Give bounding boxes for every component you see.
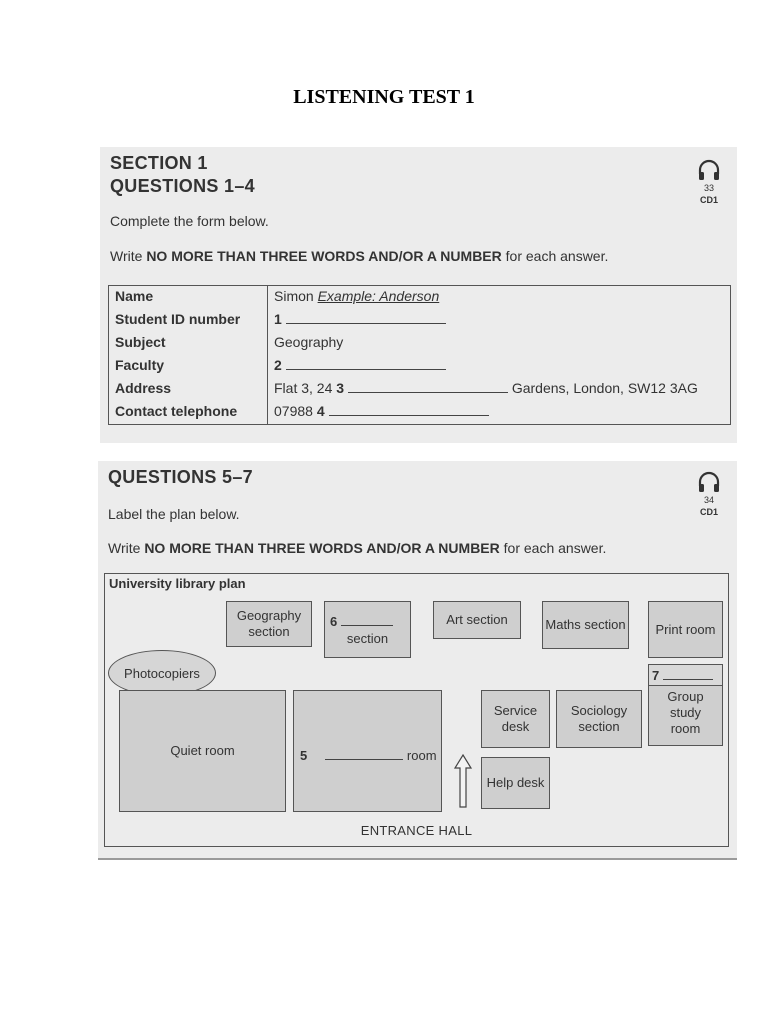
question-number-6: 6 — [330, 614, 338, 629]
rule-prefix: Write — [108, 540, 145, 556]
telephone-label: Contact telephone — [115, 403, 238, 419]
address-answer[interactable] — [274, 380, 698, 396]
address-prefix: Flat 3, 24 — [274, 380, 337, 396]
form-row-faculty — [109, 355, 730, 378]
form-row-address — [109, 378, 730, 401]
audio-track-34[interactable] — [697, 471, 721, 518]
form-row-subject — [109, 332, 730, 355]
form-row-student-id — [109, 309, 730, 332]
rule-suffix: for each answer. — [501, 248, 609, 264]
answer-blank-2[interactable] — [286, 357, 446, 370]
student-id-label: Student ID number — [115, 311, 241, 327]
audio-track-33[interactable] — [697, 159, 721, 206]
registration-form — [108, 285, 731, 425]
section-1-rule — [110, 248, 608, 264]
answer-blank-1[interactable] — [286, 311, 446, 324]
answer-blank-6[interactable] — [341, 613, 393, 626]
section-q6-suffix: section — [346, 631, 389, 646]
section-2-panel — [98, 461, 737, 860]
room-q5 — [293, 690, 442, 812]
section-2-instruction: Label the plan below. — [108, 506, 240, 522]
entrance-hall: ENTRANCE HALL — [360, 823, 473, 838]
question-number-7: 7 — [652, 668, 660, 683]
print-room: Print room — [648, 601, 723, 658]
room-q5-suffix: room — [406, 748, 437, 763]
question-number-1: 1 — [274, 311, 282, 327]
answer-blank-5[interactable] — [325, 747, 403, 760]
question-number-3: 3 — [336, 380, 345, 396]
section-q6 — [324, 601, 411, 658]
cd-label: CD1 — [699, 507, 718, 517]
section-1-subheading: QUESTIONS 1–4 — [110, 176, 255, 196]
subject-label: Subject — [115, 334, 166, 350]
rule-bold: NO MORE THAN THREE WORDS AND/OR A NUMBER — [144, 540, 500, 556]
question-number-4: 4 — [316, 403, 325, 419]
headphones-icon — [697, 471, 721, 493]
page-title: LISTENING TEST 1 — [293, 86, 475, 108]
answer-blank-4[interactable] — [329, 403, 489, 416]
service-desk: Service desk — [481, 690, 550, 748]
name-label: Name — [115, 288, 154, 304]
quiet-room: Quiet room — [119, 690, 286, 812]
form-row-telephone — [109, 401, 730, 424]
track-number: 33 — [703, 183, 714, 193]
track-number: 34 — [703, 495, 714, 505]
art-section: Art section — [433, 601, 521, 639]
answer-blank-7[interactable] — [663, 667, 713, 680]
headphones-icon — [697, 159, 721, 181]
faculty-label: Faculty — [115, 357, 165, 373]
name-value — [274, 288, 439, 304]
section-2-heading: QUESTIONS 5–7 — [108, 467, 253, 487]
question-number-5: 5 — [300, 748, 308, 763]
help-desk: Help desk — [481, 757, 550, 809]
section-1-instruction: Complete the form below. — [110, 213, 269, 229]
section-1-heading: SECTION 1 — [110, 153, 208, 173]
maths-section: Maths section — [542, 601, 629, 649]
address-label: Address — [115, 380, 172, 396]
group-study-room — [648, 664, 723, 746]
section-1-panel — [100, 147, 737, 443]
name-text: Simon — [274, 288, 318, 304]
photocopiers: Photocopiers — [108, 650, 216, 696]
section-2-rule — [108, 540, 606, 556]
telephone-answer[interactable] — [274, 403, 489, 419]
student-id-answer[interactable] — [274, 311, 446, 327]
form-row-name — [109, 286, 730, 309]
plan-title: University library plan — [109, 576, 246, 591]
rule-bold: NO MORE THAN THREE WORDS AND/OR A NUMBER — [146, 248, 502, 264]
rule-prefix: Write — [110, 248, 147, 264]
subject-value: Geography — [274, 334, 344, 350]
address-suffix: Gardens, London, SW12 3AG — [511, 380, 698, 396]
name-example: Example: Anderson — [317, 288, 440, 304]
sociology-section: Sociology section — [556, 690, 642, 748]
geography-section: Geography section — [226, 601, 312, 647]
faculty-answer[interactable] — [274, 357, 446, 373]
rule-suffix: for each answer. — [499, 540, 607, 556]
question-number-2: 2 — [274, 357, 282, 373]
arrow-up-icon — [454, 754, 472, 808]
answer-blank-3[interactable] — [348, 380, 508, 393]
telephone-prefix: 07988 — [274, 403, 317, 419]
cd-label: CD1 — [699, 195, 718, 205]
library-plan — [104, 573, 729, 847]
group-study-label: Group study room — [667, 689, 704, 736]
